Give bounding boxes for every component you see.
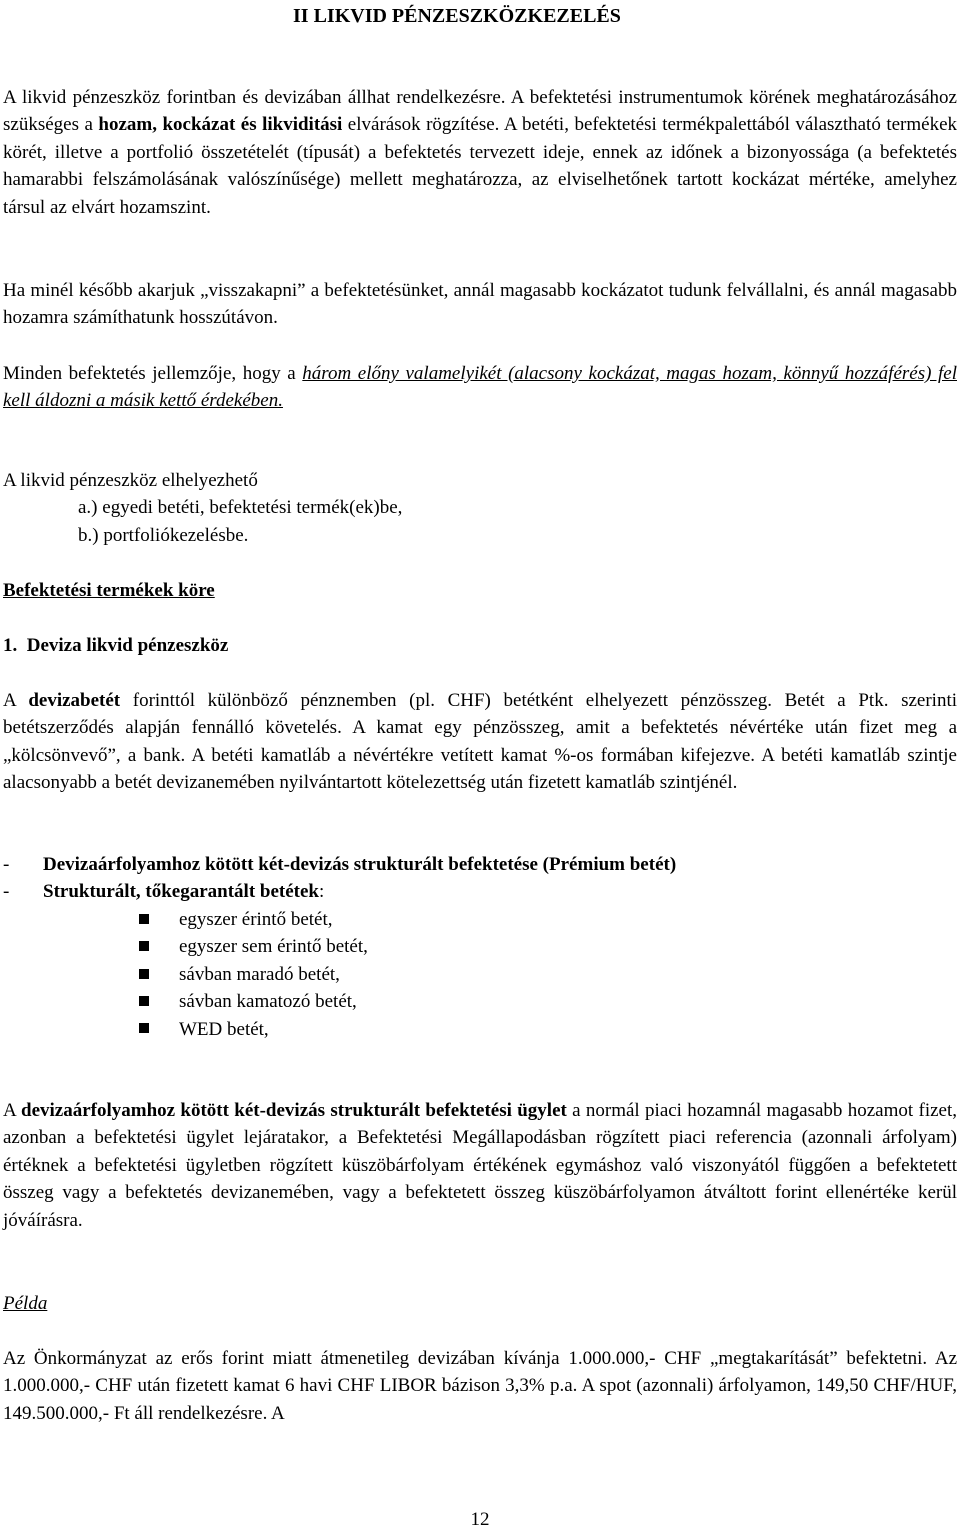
intro-paragraph-1 xyxy=(3,84,957,221)
deposit-text-b: forinttól különböző pénznemben (pl. CHF) betétként elhelyezett pénzösszeg. Betét a Ptk. szerinti betétszerződés alapján fennálló követelés. A kamat egy pénzösszeg, amit a befektetés névértéke után fizet meg a „kölcsönvevő”, a bank. A betéti kamatláb a névértékre vetített kamat %-os formában kifejezve. A betéti kamatláb szintje alacsonyabb a betét devizanemében nyilvántartott kötelezettség után fizetett kamatláb szintjénél. xyxy=(3,690,957,794)
list-item xyxy=(3,988,957,1015)
structured-text-b: a normál piaci hozamnál magasabb hozamot fizet, azonban a befektetési ügylet lejáratakor, a Befektetési Megállapodásban rögzített piaci referencia (azonnali árfolyam) értéknek a befektetési ügyletben rögzített küszöbárfolyam értékének egymáshoz való viszonyától függően a befektetett összeg vagy a befektetés devizanemében, vagy a befektetett összeg küszöbárfolyamon átváltott forint ellenértéke kerül jóváírásra. xyxy=(3,1100,957,1231)
intro-paragraph-3 xyxy=(3,360,957,415)
example-paragraph: Az Önkormányzat az erős forint miatt átmenetileg devizában kívánja 1.000.000,- CHF „megtakarítását” befektetni. Az 1.000.000,- CHF után fizetett kamat 6 havi CHF LIBOR bázison 3,3% p.a. A spot (azonnali) árfolyamon, 149,50 CHF/HUF, 149.500.000,- Ft áll rendelkezésre. A xyxy=(3,1348,957,1424)
structured-bold-term: devizaárfolyamhoz kötött két-devizás strukturált befektetési ügylet xyxy=(21,1100,567,1121)
intro-text-b: elvárások rögzítése. A betéti, befektetési termékpalettából választható termékek körét, illetve a portfolió összetételét (típusát) a befektetés tervezett ideje, ennek az időnek a bizonyossága (a befektetés hamarabbi felszámolásának valószínűsége) mellett meghatározza, az elviselhetőnek tartott kockázat mértéke, amelyhez társul az elvárt hozamszint. xyxy=(3,114,958,218)
dash-item xyxy=(3,851,957,878)
dash-list xyxy=(3,851,957,906)
intro-text-a: A likvid pénzeszköz forintban és devizában állhat rendelkezésre. A befektetési instrumentumok körének meghatározásához szükséges a xyxy=(3,87,957,136)
square-bullet-icon xyxy=(139,933,179,960)
square-bullet-icon xyxy=(139,1016,179,1043)
dash-item-text xyxy=(43,878,324,905)
placement-item-b: b.) portfoliókezelésbe. xyxy=(78,525,249,546)
list-item-text: egyszer érintő betét, xyxy=(179,909,333,930)
deposit-text-a: A xyxy=(3,690,29,711)
list-item xyxy=(3,906,957,933)
section-heading: Befektetési termékek köre xyxy=(3,580,215,601)
deposit-bold-term: devizabetét xyxy=(28,690,121,711)
structured-paragraph xyxy=(3,1097,957,1234)
dash-item-text xyxy=(43,851,676,878)
example-heading: Példa xyxy=(3,1293,48,1314)
list-item-text: egyszer sem érintő betét, xyxy=(179,936,368,958)
intro-3-text: Minden befektetés jellemzője, hogy a xyxy=(3,363,303,384)
placement-lead: A likvid pénzeszköz elhelyezhető xyxy=(3,470,258,491)
dash-item xyxy=(3,878,957,905)
dash-marker: - xyxy=(3,881,10,903)
list-item xyxy=(3,933,957,960)
page-number: 12 xyxy=(470,1509,490,1530)
list-item xyxy=(3,1016,957,1043)
dash-item-bold: Devizaárfolyamhoz kötött két-devizás strukturált befektetése (Prémium betét) xyxy=(43,854,677,875)
intro-bold-text: hozam, kockázat és likviditási xyxy=(98,114,343,136)
placement-item-a: a.) egyedi betéti, befektetési termék(ek)be, xyxy=(78,497,403,518)
dash-item-bold: Strukturált, tőkegarantált betétek xyxy=(43,881,319,903)
bullet-list xyxy=(3,906,957,1043)
square-bullet-icon xyxy=(139,906,179,933)
intro-3-emphasis: három előny valamelyikét (alacsony kockázat, magas hozam, könnyű hozzáférés) fel kell áldozni a másik kettő érdekében. xyxy=(3,363,957,412)
structured-text-a: A xyxy=(3,1100,21,1121)
dash-item-rest: : xyxy=(319,881,325,903)
deposit-paragraph xyxy=(3,687,957,797)
dash-marker: - xyxy=(3,854,10,875)
square-bullet-icon xyxy=(139,961,179,988)
document-title: II LIKVID PÉNZESZKÖZKEZELÉS xyxy=(293,5,621,27)
square-bullet-icon xyxy=(139,988,179,1015)
list-item xyxy=(3,961,957,988)
intro-paragraph-2: Ha minél később akarjuk „visszakapni” a befektetésünket, annál magasabb kockázatot tudunk felvállalni, és annál magasabb hozamra számíthatunk hosszútávon. xyxy=(3,280,957,329)
list-item-text: sávban maradó betét, xyxy=(179,963,340,985)
list-item-text: sávban kamatozó betét, xyxy=(179,991,357,1013)
list-item-text: WED betét, xyxy=(179,1018,269,1040)
sub-heading: 1. Deviza likvid pénzeszköz xyxy=(3,635,229,656)
